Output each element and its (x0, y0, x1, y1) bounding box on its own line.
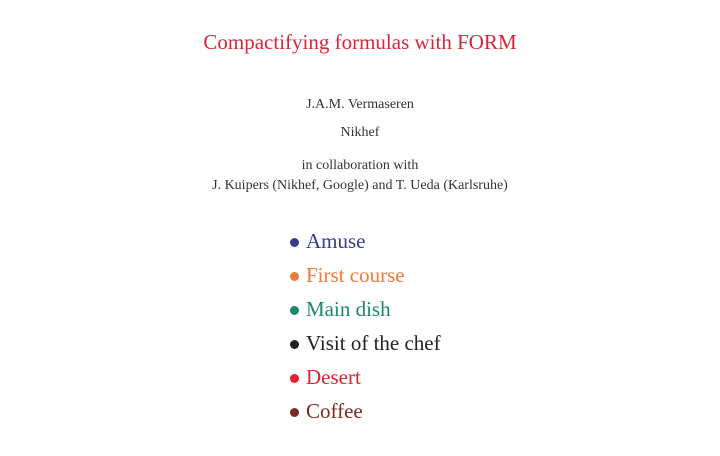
bullet-dot-icon (290, 238, 299, 247)
agenda-item-visit-of-the-chef (290, 326, 441, 360)
agenda-item-amuse (290, 224, 441, 258)
bullet-dot-icon (290, 306, 299, 315)
bullet-dot-icon (290, 272, 299, 281)
bullet-dot-icon (290, 374, 299, 383)
author-affiliation: Nikhef (340, 125, 380, 140)
agenda-item-label: Visit of the chef (306, 330, 441, 355)
agenda-list (290, 224, 441, 428)
agenda-item-label: First course (306, 262, 405, 287)
agenda-item-coffee (290, 394, 441, 428)
agenda-item-desert (290, 360, 441, 394)
agenda-item-first-course (290, 258, 441, 292)
agenda-item-label: Main dish (306, 296, 391, 321)
collaborators: J. Kuipers (Nikhef, Google) and T. Ueda (Karlsruhe) (212, 178, 508, 193)
collaboration-intro: in collaboration with (301, 158, 419, 173)
bullet-dot-icon (290, 340, 299, 349)
agenda-item-label: Coffee (306, 398, 363, 423)
agenda-item-label: Desert (306, 364, 361, 389)
agenda-item-main-dish (290, 292, 441, 326)
slide-title: Compactifying formulas with FORM (203, 30, 517, 54)
bullet-dot-icon (290, 408, 299, 417)
author-name: J.A.M. Vermaseren (306, 97, 414, 112)
agenda-item-label: Amuse (306, 228, 366, 253)
